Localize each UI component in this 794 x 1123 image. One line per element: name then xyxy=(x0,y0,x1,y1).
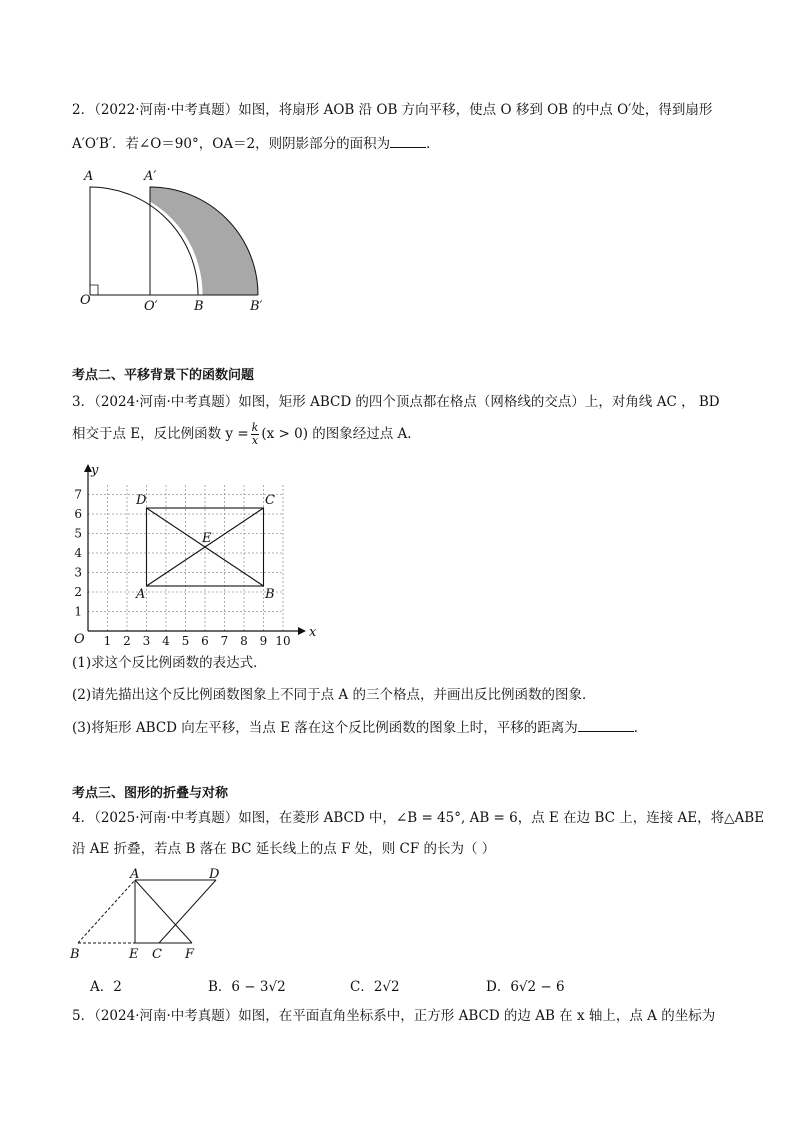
q2-sector-figure xyxy=(70,160,290,320)
q4-text-line2: 沿 AE 折叠，若点 B 落在 BC 延长线上的点 F 处，则 CF 的长为（ ） xyxy=(72,841,496,857)
q3-x-tick-label: 10 xyxy=(275,634,291,647)
q2-answer-blank[interactable] xyxy=(390,133,426,148)
q2-right-angle-mark xyxy=(90,285,98,295)
q3-grid-figure xyxy=(66,462,316,647)
q3-point-a: A xyxy=(136,587,146,602)
q2-label-o2: O′ xyxy=(144,299,158,314)
q4-rhombus-figure xyxy=(66,868,236,964)
q3-x-tick-label: 5 xyxy=(181,634,190,647)
q3-sub3a: (3)将矩形 ABCD 向左平移，当点 E 落在这个反比例函数的图象上时，平移的距离为 xyxy=(72,720,578,736)
q2-text-line1: 2．（2022·河南·中考真题）如图，将扇形 AOB 沿 OB 方向平移，使点 O 移到 OB 的中点 O′处，得到扇形 xyxy=(72,102,713,118)
q4-choice-c[interactable]: C．2√2 xyxy=(350,979,400,995)
q3-x-tick-label: 3 xyxy=(142,634,151,647)
q2-shaded-region xyxy=(150,187,258,295)
q4-choice-d[interactable]: D．6√2 − 6 xyxy=(486,979,565,995)
q3-x-tick-label: 9 xyxy=(259,634,268,647)
q5-text-line1: 5．（2024·河南·中考真题）如图，在平面直角坐标系中，正方形 ABCD 的边 AB 在 x 轴上，点 A 的坐标为 xyxy=(72,1008,716,1024)
q2-label-a2: A′ xyxy=(144,169,157,184)
q3-y-axis-label: y xyxy=(91,463,99,478)
q3-grid-lines xyxy=(88,485,283,631)
q3-x-tick-label: 7 xyxy=(220,634,229,647)
q4-label-f: F xyxy=(185,947,195,962)
q3-fraction-num: k xyxy=(251,421,259,434)
q4-segment-ab xyxy=(78,880,135,943)
q3-sub3 xyxy=(72,717,647,737)
q2-label-b: B xyxy=(194,299,204,314)
q2-text-line2a: A′O′B′．若∠O＝90°，OA＝2，则阴影部分的面积为 xyxy=(72,136,391,152)
section2-title: 考点二、平移背景下的函数问题 xyxy=(72,368,255,383)
q2-text-line2 xyxy=(72,133,440,153)
q3-point-c: C xyxy=(265,493,275,508)
q3-y-tick-label: 1 xyxy=(74,604,82,619)
q3-text-line2 xyxy=(72,420,421,448)
q3-sub1: (1)求这个反比例函数的表达式． xyxy=(72,655,267,671)
q3-x-tick-label: 2 xyxy=(123,634,131,647)
q3-x-tick-label: 4 xyxy=(162,634,170,647)
q3-text-line1: 3．（2024·河南·中考真题）如图，矩形 ABCD 的四个顶点都在格点（网格线的交点）上，对角线 AC ， BD xyxy=(72,394,720,410)
q3-x-tick-label: 6 xyxy=(201,634,209,647)
q4-label-e: E xyxy=(129,947,139,962)
q4-label-c: C xyxy=(152,947,162,962)
q3-y-tick-label: 3 xyxy=(74,565,82,580)
q4-segment-af xyxy=(135,880,192,943)
q4-label-b: B xyxy=(70,947,80,962)
q4-choice-b[interactable]: B．6 − 3√2 xyxy=(208,979,286,995)
q4-choice-a[interactable]: A．2 xyxy=(90,979,122,995)
q3-x-tick-label: 8 xyxy=(240,634,248,647)
q3-answer-blank[interactable] xyxy=(578,717,634,732)
q3-sub2: (2)请先描出这个反比例函数图象上不同于点 A 的三个格点，并画出反比例函数的图象． xyxy=(72,687,596,703)
q3-x-tick-label: 1 xyxy=(103,634,112,647)
q3-y-tick-label: 4 xyxy=(74,546,82,560)
q4-segment-dc xyxy=(159,880,216,943)
q3-y-tick-label: 5 xyxy=(74,526,82,541)
q3-point-b: B xyxy=(265,587,275,602)
q2-label-o: O xyxy=(80,293,91,308)
q3-text-line2b: (x > 0) 的图象经过点 A． xyxy=(261,426,421,442)
q4-label-d: D xyxy=(209,868,220,882)
q3-x-axis-arrow xyxy=(298,627,306,635)
q2-label-a: A xyxy=(84,169,94,184)
q3-fraction-den: x xyxy=(251,434,259,447)
q3-origin-label: O xyxy=(74,632,85,647)
q3-x-axis-label: x xyxy=(309,625,316,640)
q3-y-tick-label: 2 xyxy=(74,585,82,599)
q3-fraction xyxy=(251,422,260,447)
q3-y-tick-label: 6 xyxy=(74,507,82,521)
q4-label-a: A xyxy=(130,868,140,882)
q3-sub3b: ． xyxy=(633,720,648,736)
section3-title: 考点三、图形的折叠与对称 xyxy=(72,786,229,801)
q3-point-e: E xyxy=(202,531,212,546)
q2-text-line2b: ． xyxy=(426,136,440,152)
q4-text-line1: 4．（2025·河南·中考真题）如图，在菱形 ABCD 中，∠B = 45°, AB = 6，点 E 在边 BC 上，连接 AE，将△ABE xyxy=(72,810,765,826)
q3-y-tick-label: 7 xyxy=(74,487,82,502)
q2-label-b2: B′ xyxy=(250,299,263,314)
q3-point-d: D xyxy=(136,493,147,508)
q3-text-line2a: 相交于点 E，反比例函数 y = xyxy=(72,426,249,442)
